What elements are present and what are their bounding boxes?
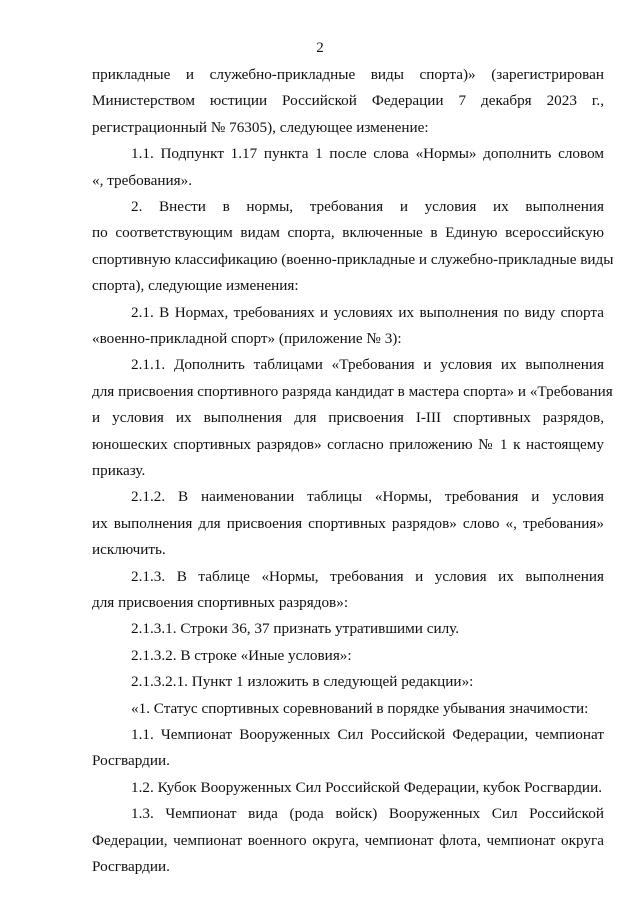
text-line: регистрационный № 76305), следующее изменение:	[92, 118, 429, 136]
text-line: 2.1.2. В наименовании таблицы «Нормы, требования и условия	[131, 488, 604, 506]
text-line: их выполнения для присвоения спортивных разрядов» слово «, требования»	[92, 514, 604, 532]
text-line: для присвоения спортивного разряда кандидат в мастера спорта» и «Требования	[92, 382, 613, 400]
text-line: Министерством юстиции Российской Федерации 7 декабря 2023 г.,	[92, 92, 604, 110]
text-line: 2.1.3. В таблице «Нормы, требования и условия их выполнения	[131, 567, 604, 585]
text-line: исключить.	[92, 541, 166, 559]
page-number: 2	[316, 40, 324, 56]
text-line: и условия их выполнения для присвоения I-III спортивных разрядов,	[92, 409, 604, 427]
text-line: спорта), следующие изменения:	[92, 277, 299, 295]
text-line: Федерации, чемпионат военного округа, чемпионат флота, чемпионат округа	[92, 831, 604, 849]
text-line: 2.1.3.2.1. Пункт 1 изложить в следующей редакции»:	[131, 673, 474, 691]
text-line: приказу.	[92, 462, 146, 479]
text-line: 1.1. Подпункт 1.17 пункта 1 после слова «Нормы» дополнить словом	[131, 145, 604, 163]
text-line: 2.1.3.1. Строки 36, 37 признать утратившими силу.	[131, 620, 460, 638]
text-line: 2. Внести в нормы, требования и условия их выполнения	[131, 198, 604, 215]
text-line: 1.2. Кубок Вооруженных Сил Российской Федерации, кубок Росгвардии.	[131, 778, 602, 796]
text-line: «военно-прикладной спорт» (приложение № 3):	[92, 330, 402, 347]
text-line: «1. Статус спортивных соревнований в порядке убывания значимости:	[131, 699, 589, 717]
text-line: 1.3. Чемпионат вида (рода войск) Вооруженных Сил Российской	[131, 805, 604, 823]
text-line: 1.1. Чемпионат Вооруженных Сил Российской Федерации, чемпионат	[131, 726, 604, 743]
text-line: 2.1.1. Дополнить таблицами «Требования и условия их выполнения	[131, 356, 604, 374]
text-line: Росгвардии.	[92, 752, 170, 770]
text-line: 2.1. В Нормах, требованиях и условиях их выполнения по виду спорта	[131, 303, 604, 321]
text-line: Росгвардии.	[92, 858, 170, 875]
text-line: юношеских спортивных разрядов» согласно приложению № 1 к настоящему	[92, 435, 604, 453]
text-line: для присвоения спортивных разрядов»:	[92, 594, 349, 611]
text-line: 2.1.3.2. В строке «Иные условия»:	[131, 646, 352, 664]
text-line: спортивную классификацию (военно-прикладные и служебно-прикладные виды	[92, 250, 614, 268]
text-line: по соответствующим видам спорта, включенные в Единую всероссийскую	[92, 224, 604, 242]
text-line: «, требования».	[92, 171, 193, 189]
text-line: прикладные и служебно-прикладные виды спорта)» (зарегистрирован	[92, 66, 604, 83]
